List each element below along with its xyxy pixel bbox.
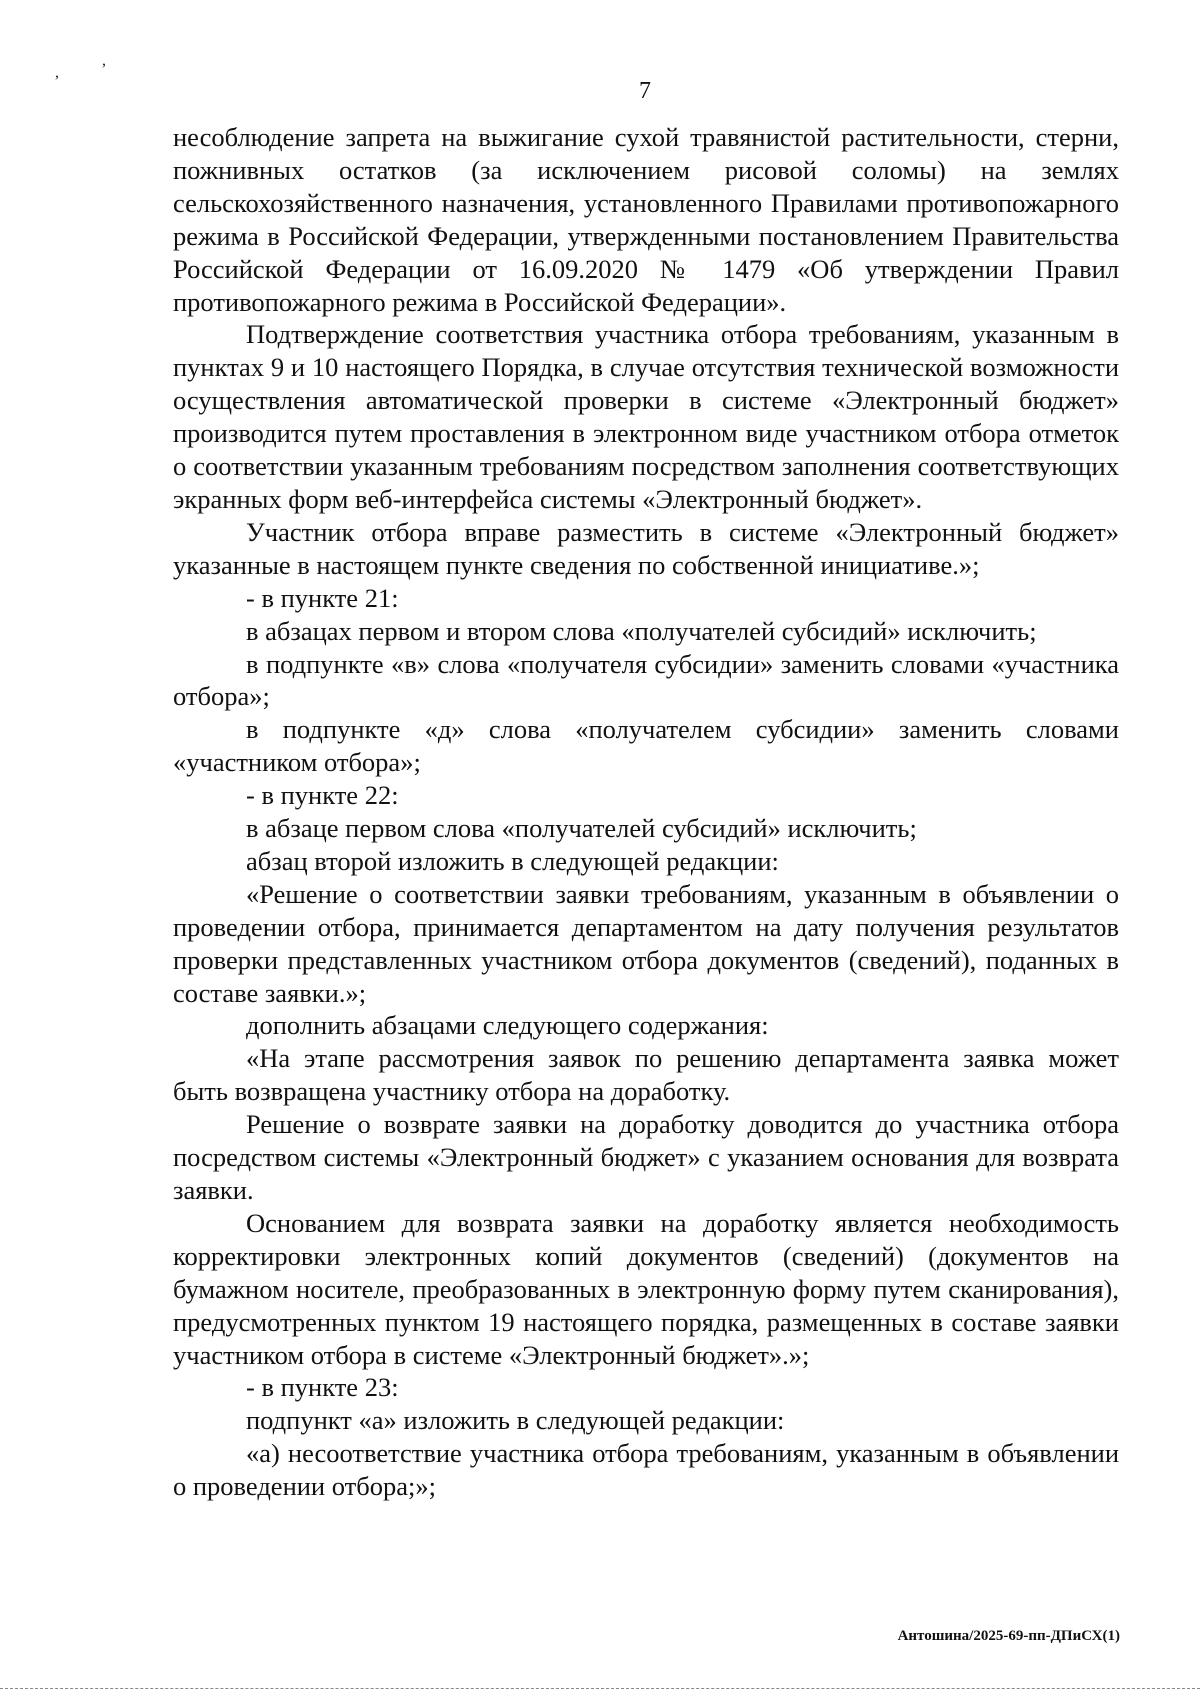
- paragraph: Участник отбора вправе разместить в системе «Электронный бюджет» указанные в настоящем пункте сведения по собственной инициативе.»;: [173, 516, 1119, 580]
- scan-artifact: ,: [102, 52, 106, 69]
- paragraph: Решение о возврате заявки на доработку доводится до участника отбора посредством системы «Электронный бюджет» с указанием основания для возврата заявки.: [173, 1109, 1119, 1205]
- paragraph: - в пункте 22:: [246, 780, 399, 811]
- paragraph: - в пункте 21:: [246, 582, 399, 613]
- paragraph: в абзацах первом и втором слова «получателей субсидий» исключить;: [246, 615, 1037, 646]
- paragraph: подпункт «а» изложить в следующей редакции:: [246, 1405, 785, 1436]
- page-number: 7: [639, 78, 651, 104]
- paragraph: дополнить абзацами следующего содержания:: [246, 1010, 769, 1041]
- paragraph: Основанием для возврата заявки на доработку является необходимость корректировки электронных копий документов (сведений) (документов на бумажном носителе, преобразованных в электронную форму путем сканирования), предусмотренных пунктом 19 настоящего порядка, размещенных в составе заявки участником отбора в системе «Электронный бюджет».»;: [173, 1207, 1119, 1370]
- scan-artifact: ,: [55, 64, 59, 81]
- paragraph: в подпункте «в» слова «получателя субсидии» заменить словами «участника отбора»;: [173, 648, 1119, 712]
- document-body: [173, 121, 1119, 1503]
- document-code: Антошина/2025-69-пп-ДПиСХ(1): [897, 1628, 1120, 1644]
- page-edge-line: [0, 1688, 1200, 1689]
- paragraph: абзац второй изложить в следующей редакции:: [246, 845, 779, 876]
- paragraph: «На этапе рассмотрения заявок по решению департамента заявка может быть возвращена участнику отбора на доработку.: [173, 1043, 1119, 1107]
- paragraph: «Решение о соответствии заявки требованиям, указанным в объявлении о проведении отбора, принимается департаментом на дату получения результатов проверки представленных участником отбора документов (сведений), поданных в составе заявки.»;: [173, 878, 1119, 1008]
- paragraph: «а) несоответствие участника отбора требованиям, указанным в объявлении о проведении отбора;»;: [173, 1438, 1119, 1502]
- paragraph: несоблюдение запрета на выжигание сухой травянистой растительности, стерни, пожнивных остатков (за исключением рисовой соломы) на землях сельскохозяйственного назначения, установленного Правилами противопожарного режима в Российской Федерации, утвержденными постановлением Правительства Российской Федерации от 16.09.2020 № 1479 «Об утверждении Правил противопожарного режима в Российской Федерации».: [173, 122, 1119, 317]
- paragraph: - в пункте 23:: [246, 1372, 399, 1403]
- paragraph: в подпункте «д» слова «получателем субсидии» заменить словами «участником отбора»;: [173, 714, 1119, 778]
- paragraph: в абзаце первом слова «получателей субсидий» исключить;: [246, 813, 917, 844]
- paragraph: Подтверждение соответствия участника отбора требованиям, указанным в пунктах 9 и 10 настоящего Порядка, в случае отсутствия технической возможности осуществления автоматической проверки в системе «Электронный бюджет» производится путем проставления в электронном виде участником отбора отметок о соответствии указанным требованиям посредством заполнения соответствующих экранных форм веб-интерфейса системы «Электронный бюджет».: [173, 319, 1119, 514]
